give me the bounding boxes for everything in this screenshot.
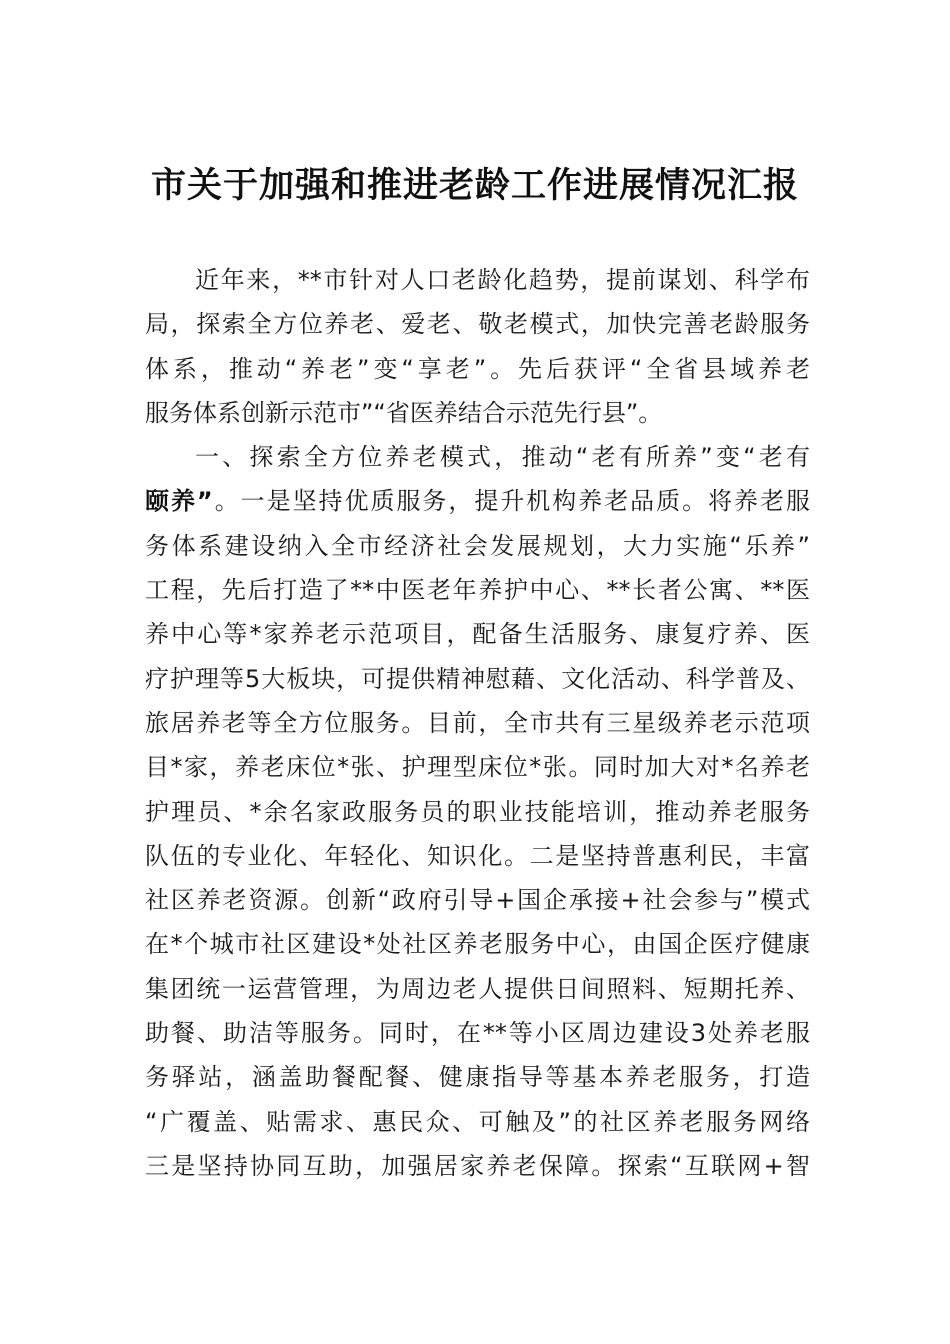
paragraph-2-line-12: 在*个城市社区建设*处社区养老服务中心，由国企医疗健康 <box>145 930 810 959</box>
paragraph-2-line-15: 务驿站，涵盖助餐配餐、健康指导等基本养老服务，打造 <box>145 1063 810 1092</box>
paragraph-2-line-11: 社区养老资源。创新“政府引导+国企承接+社会参与”模式 <box>145 886 810 915</box>
paragraph-2-line-6: 疗护理等5大板块，可提供精神慰藉、文化活动、科学普及、 <box>145 664 810 693</box>
document-title: 市关于加强和推进老龄工作进展情况汇报 <box>150 165 799 206</box>
paragraph-1-line-1: 近年来，**市针对人口老龄化趋势，提前谋划、科学布 <box>195 266 810 294</box>
paragraph-2-line-13: 集团统一运营管理，为周边老人提供日间照料、短期托养、 <box>145 974 810 1003</box>
paragraph-2-line-16: “广覆盖、贴需求、惠民众、可触及”的社区养老服务网络 <box>145 1107 810 1136</box>
document-body <box>145 258 810 1188</box>
paragraph-2-line-17: 三是坚持协同互助，加强居家养老保障。探索“互联网+智 <box>145 1151 810 1180</box>
paragraph-1-line-3: 体系，推动“养老”变“享老”。先后获评“全省县域养老 <box>145 354 810 383</box>
paragraph-2-line-8: 目*家，养老床位*张、护理型床位*张。同时加大对*名养老 <box>145 753 810 782</box>
paragraph-2-line-9: 护理员、*余名家政服务员的职业技能培训，推动养老服务 <box>145 797 810 826</box>
paragraph-1-line-4: 服务体系创新示范市”“省医养结合示范先行县”。 <box>145 398 663 427</box>
paragraph-2-line-2-rest: 。一是坚持优质服务，提升机构养老品质。将养老服 <box>212 487 810 516</box>
paragraph-2-line-3: 务体系建设纳入全市经济社会发展规划，大力实施“乐养” <box>145 531 810 560</box>
paragraph-2-line-10: 队伍的专业化、年轻化、知识化。二是坚持普惠利民，丰富 <box>145 841 810 870</box>
section-heading-line-1: 一、探索全方位养老模式，推动“老有所养”变“老有 <box>195 443 810 472</box>
paragraph-2-line-2 <box>145 479 810 523</box>
paragraph-2-line-7: 旅居养老等全方位服务。目前，全市共有三星级养老示范项 <box>145 708 810 737</box>
paragraph-1-line-2: 局，探索全方位养老、爱老、敬老模式，加快完善老龄服务 <box>145 310 810 339</box>
paragraph-2-line-14: 助餐、助洁等服务。同时，在**等小区周边建设3处养老服 <box>145 1019 810 1048</box>
paragraph-2-line-5: 养中心等*家养老示范项目，配备生活服务、康复疗养、医 <box>145 620 810 649</box>
section-heading-line-2: 颐养” <box>145 487 213 516</box>
paragraph-2-line-4: 工程，先后打造了**中医老年养护中心、**长者公寓、**医 <box>145 576 810 605</box>
